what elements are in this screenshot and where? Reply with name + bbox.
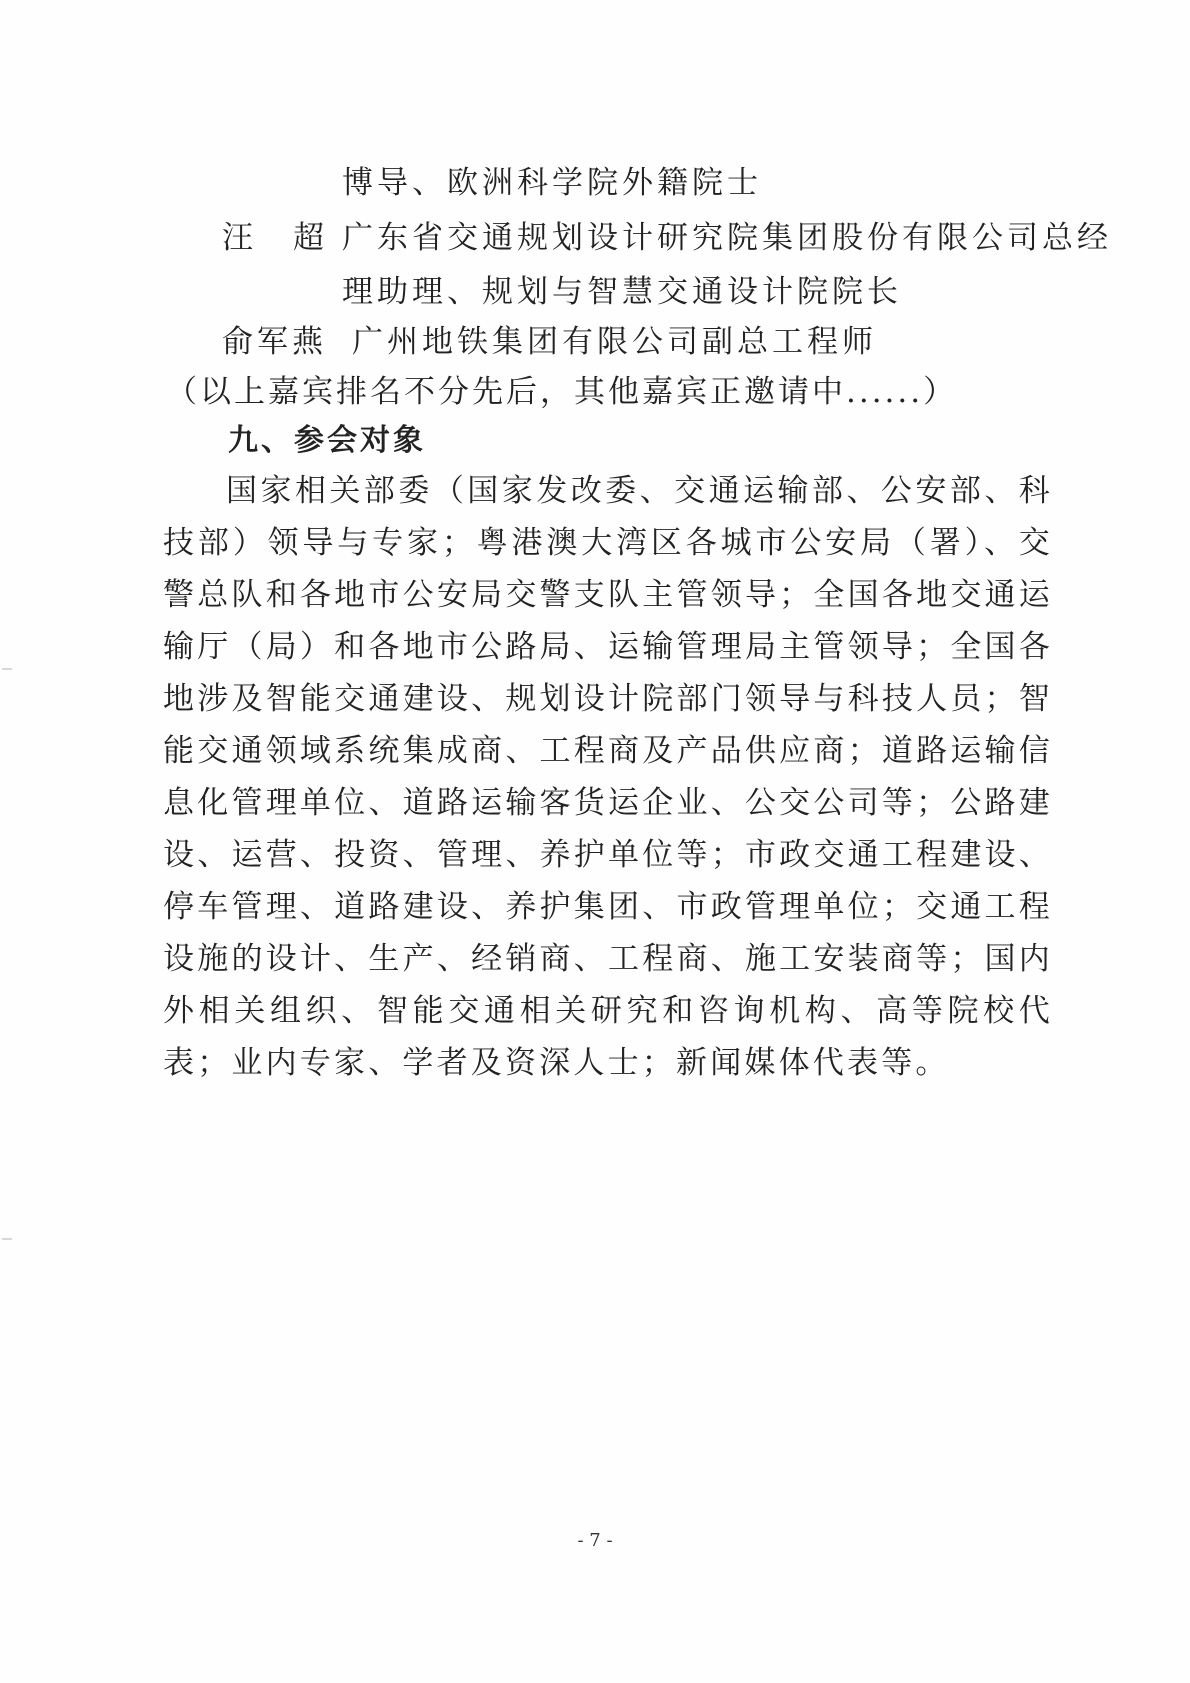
- guest-title-line: 广东省交通规划设计研究院集团股份有限公司总经: [342, 220, 1112, 256]
- guest-title-line: 广州地铁集团有限公司副总工程师: [352, 324, 877, 360]
- guest-title-line: 博导、欧洲科学院外籍院士: [342, 165, 762, 201]
- section-heading: 九、参会对象: [228, 423, 426, 458]
- guest-title-line: 理助理、规划与智慧交通设计院院长: [342, 274, 902, 310]
- scan-artifact: [2, 1238, 12, 1240]
- body-paragraph: 国家相关部委（国家发改委、交通运输部、公安部、科技部）领导与专家；粤港澳大湾区各城市公安局（署）、交警总队和各地市公安局交警支队主管领导；全国各地交通运输厅（局）和各地市公路局、运输管理局主管领导；全国各地涉及智能交通建设、规划设计院部门领导与科技人员；智能交通领域系统集成商、工程商及产品供应商；道路运输信息化管理单位、道路运输客货运企业、公交公司等；公路建设、运营、投资、管理、养护单位等；市政交通工程建设、停车管理、道路建设、养护集团、市政管理单位；交通工程设施的设计、生产、经销商、工程商、施工安装商等；国内外相关组织、智能交通相关研究和咨询机构、高等院校代表；业内专家、学者及资深人士；新闻媒体代表等。: [163, 473, 1053, 1081]
- guests-note: （以上嘉宾排名不分先后，其他嘉宾正邀请中......）: [166, 374, 958, 410]
- scan-artifact: [2, 668, 12, 670]
- guest-name: 俞军燕: [222, 324, 327, 360]
- page-number: - 7 -: [577, 1530, 613, 1551]
- guest-name: 汪超: [222, 220, 364, 256]
